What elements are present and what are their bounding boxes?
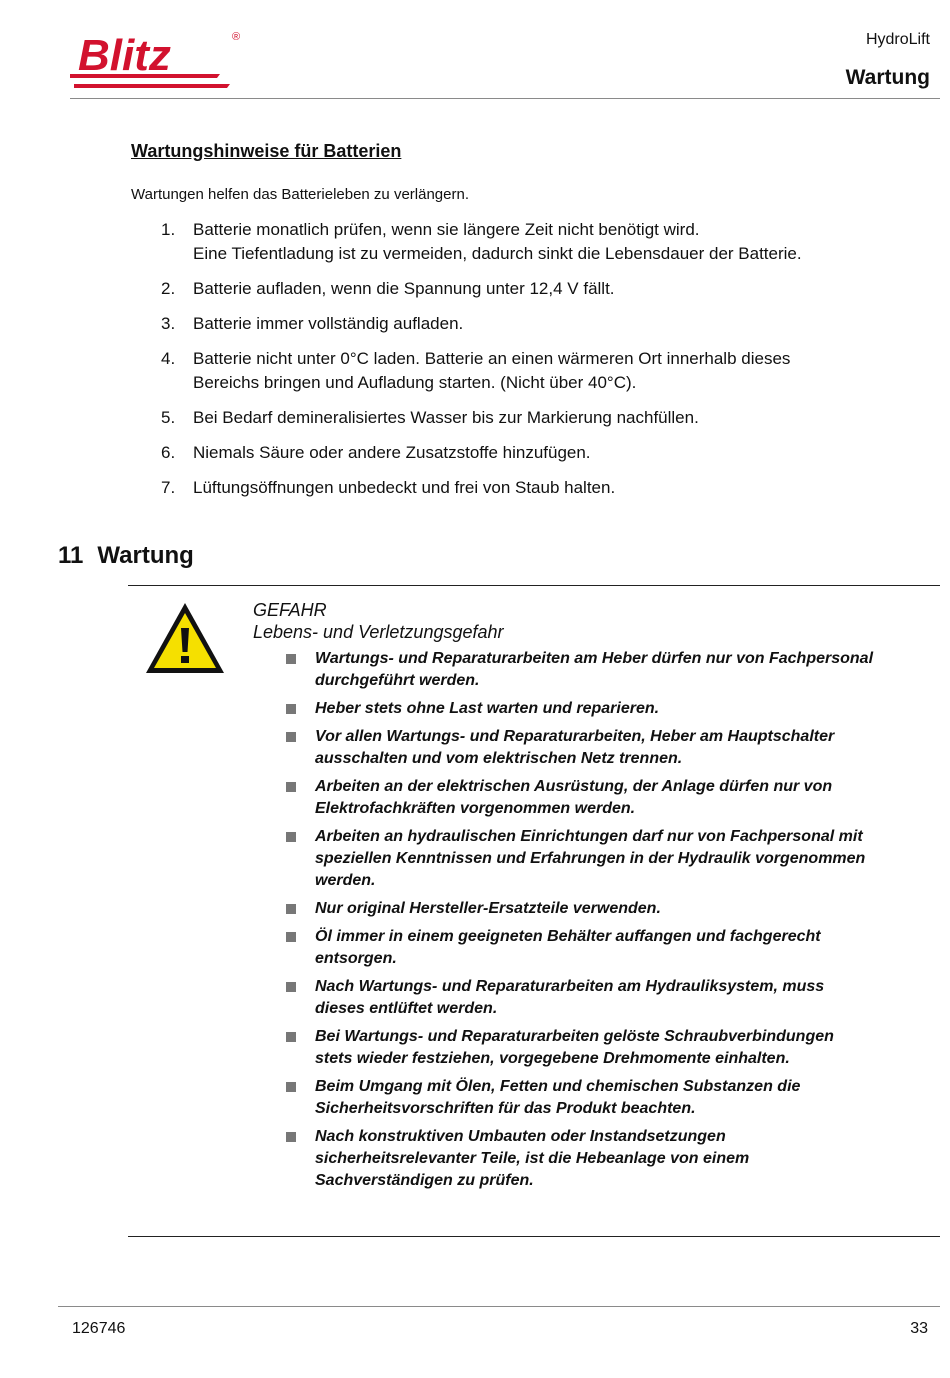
warning-item (285, 1026, 925, 1070)
warning-item (285, 898, 925, 920)
step-text: Batterie nicht unter 0°C laden. Batterie an einen wärmeren Ort innerhalb dieses (193, 349, 791, 368)
square-bullet-icon (286, 732, 296, 742)
warning-item-text: werden. (315, 872, 376, 889)
step-number: 7. (161, 478, 176, 497)
warning-item (285, 976, 925, 1020)
warning-item-text: Wartungs- und Reparaturarbeiten am Heber dürfen nur von Fachpersonal (315, 650, 874, 667)
warning-item-text: sicherheitsrelevanter Teile, ist die Hebeanlage von einem (315, 1150, 750, 1167)
step-text: Batterie immer vollständig aufladen. (193, 314, 464, 333)
warning-signal (253, 599, 504, 643)
square-bullet-icon (286, 1082, 296, 1092)
battery-step (150, 218, 910, 266)
warning-item-text: Öl immer in einem geeigneten Behälter auffangen und fachgerecht (315, 928, 821, 945)
step-text: Bei Bedarf demineralisiertes Wasser bis zur Markierung nachfüllen. (193, 408, 699, 427)
header-product-name: HydroLift (865, 31, 930, 48)
warning-items-list (285, 648, 925, 1198)
warning-item (285, 926, 925, 970)
warning-item (285, 698, 925, 720)
warning-item-text: Sachverständigen zu prüfen. (315, 1172, 534, 1189)
footer-page-number: 33 (910, 1320, 928, 1337)
square-bullet-icon (286, 704, 296, 714)
warning-item-text: stets wieder festziehen, vorgegebene Drehmomente einhalten. (315, 1050, 790, 1067)
warning-triangle-icon (143, 600, 227, 676)
warning-item-text: Bei Wartungs- und Reparaturarbeiten gelöste Schraubverbindungen (315, 1028, 834, 1045)
battery-section-title: Wartungshinweise für Batterien (131, 141, 402, 161)
square-bullet-icon (286, 1032, 296, 1042)
square-bullet-icon (286, 1132, 296, 1142)
warning-item-text: Vor allen Wartungs- und Reparaturarbeiten, Heber am Hauptschalter (315, 728, 835, 745)
step-text: Eine Tiefentladung ist zu vermeiden, dadurch sinkt die Lebensdauer der Batterie. (193, 244, 802, 263)
warning-item-text: entsorgen. (315, 950, 397, 967)
warning-box-top-rule (128, 585, 940, 586)
footer-divider (58, 1306, 940, 1307)
step-number: 6. (161, 443, 176, 462)
battery-step (150, 441, 910, 465)
signal-word: GEFAHR (253, 600, 327, 620)
battery-step (150, 476, 910, 500)
square-bullet-icon (286, 782, 296, 792)
chapter-heading (58, 542, 194, 570)
footer-doc-number: 126746 (72, 1320, 126, 1337)
step-number: 3. (161, 314, 176, 333)
warning-item-text: Beim Umgang mit Ölen, Fetten und chemischen Substanzen die (315, 1078, 801, 1095)
step-text: Batterie aufladen, wenn die Spannung unter 12,4 V fällt. (193, 279, 615, 298)
warning-item-text: dieses entlüftet werden. (315, 1000, 498, 1017)
logo-wordmark: Blitz (78, 31, 171, 80)
step-text: Lüftungsöffnungen unbedeckt und frei von Staub halten. (193, 478, 616, 497)
warning-item-text: Nach konstruktiven Umbauten oder Instandsetzungen (315, 1128, 726, 1145)
square-bullet-icon (286, 932, 296, 942)
warning-item-text: Arbeiten an hydraulischen Einrichtungen darf nur von Fachpersonal mit (315, 828, 863, 845)
battery-step (150, 277, 910, 301)
square-bullet-icon (286, 982, 296, 992)
warning-item (285, 1126, 925, 1192)
step-number: 5. (161, 408, 176, 427)
warning-item-text: durchgeführt werden. (315, 672, 480, 689)
battery-step (150, 312, 910, 336)
warning-item (285, 776, 925, 820)
battery-step (150, 347, 910, 395)
registered-mark: ® (232, 31, 241, 43)
step-number: 1. (161, 220, 176, 239)
hazard-type: Lebens- und Verletzungsgefahr (253, 622, 504, 642)
header-section-name: Wartung (845, 66, 930, 89)
battery-step (150, 406, 910, 430)
step-number: 4. (161, 349, 176, 368)
square-bullet-icon (286, 904, 296, 914)
step-text: Bereichs bringen und Aufladung starten. (Nicht über 40°C). (193, 373, 637, 392)
warning-item-text: Nach Wartungs- und Reparaturarbeiten am Hydrauliksystem, muss (315, 978, 825, 995)
header-divider (70, 98, 940, 99)
warning-item (285, 1076, 925, 1120)
battery-intro: Wartungen helfen das Batterieleben zu verlängern. (131, 186, 469, 203)
warning-item (285, 726, 925, 770)
warning-item-text: Elektrofachkräften vorgenommen werden. (315, 800, 636, 817)
chapter-title: Wartung (97, 542, 194, 569)
square-bullet-icon (286, 832, 296, 842)
warning-item (285, 648, 925, 692)
blitz-logo (70, 28, 248, 98)
warning-item-text: speziellen Kenntnissen und Erfahrungen in der Hydraulik vorgenommen (315, 850, 866, 867)
square-bullet-icon (286, 654, 296, 664)
warning-item-text: ausschalten und vom elektrischen Netz trennen. (315, 750, 683, 767)
warning-item-text: Arbeiten an der elektrischen Ausrüstung, der Anlage dürfen nur von (315, 778, 833, 795)
warning-box-bottom-rule (128, 1236, 940, 1237)
warning-item-text: Nur original Hersteller-Ersatzteile verwenden. (315, 900, 661, 917)
battery-steps-list (150, 218, 910, 511)
step-number: 2. (161, 279, 176, 298)
step-text: Niemals Säure oder andere Zusatzstoffe hinzufügen. (193, 443, 591, 462)
chapter-number: 11 (58, 542, 84, 569)
warning-item (285, 826, 925, 892)
warning-item-text: Heber stets ohne Last warten und reparieren. (315, 700, 660, 717)
warning-item-text: Sicherheitsvorschriften für das Produkt beachten. (315, 1100, 696, 1117)
step-text: Batterie monatlich prüfen, wenn sie längere Zeit nicht benötigt wird. (193, 220, 700, 239)
